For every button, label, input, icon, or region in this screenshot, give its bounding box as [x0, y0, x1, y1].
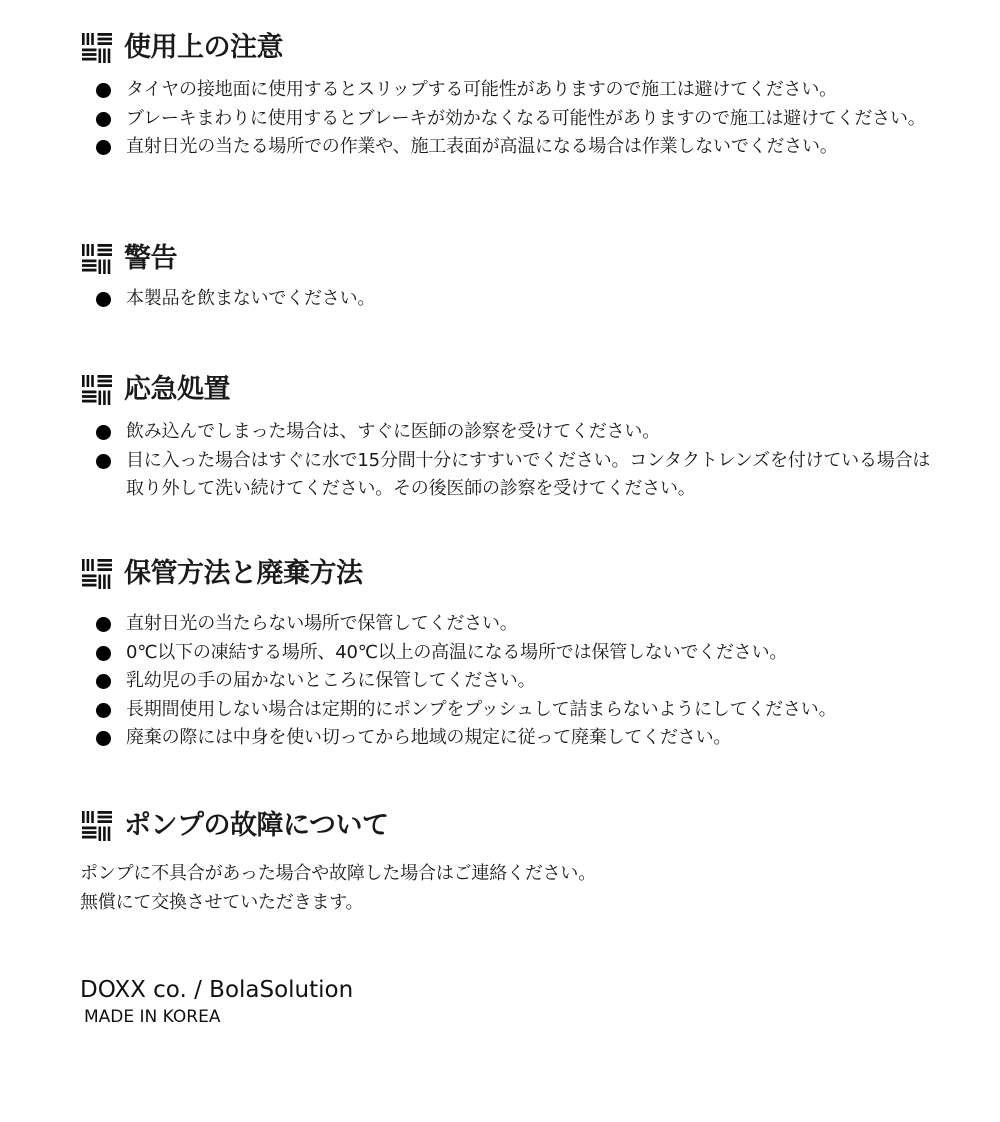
list-item: [80, 418, 941, 447]
section-heading: [80, 372, 920, 408]
list-item: [80, 76, 941, 105]
bullet-icon: [96, 83, 111, 98]
bullet-icon: [96, 140, 111, 155]
pump-notice-line: ポンプに不具合があった場合や故障した場合はご連絡ください。: [80, 863, 597, 884]
section-precautions: [80, 30, 926, 162]
section-heading: [80, 808, 920, 844]
list-item-text: 廃棄の際には中身を使い切ってから地域の規定に従って廃棄してください。: [126, 727, 732, 748]
list-item-text: 本製品を飲まないでください。: [126, 288, 376, 309]
bullet-icon: [96, 425, 111, 440]
section-title: 保管方法と廃棄方法: [124, 558, 363, 589]
list-item: [80, 447, 941, 504]
pump-notice: [80, 860, 920, 917]
bullet-icon: [96, 292, 111, 307]
section-title: ポンプの故障について: [124, 810, 389, 841]
bullet-icon: [96, 112, 111, 127]
bullet-list: [80, 76, 926, 162]
section-pump: [80, 808, 920, 917]
list-item-text: 直射日光の当たらない場所で保管してください。: [126, 613, 518, 634]
list-item-text: 0℃以下の凍結する場所、40℃以上の高温になる場所では保管しないでください。: [126, 641, 788, 663]
list-item-text: 乳幼児の手の届かないところに保管してください。: [126, 670, 536, 691]
section-mark-icon: [80, 557, 114, 591]
section-title: 使用上の注意: [124, 32, 283, 63]
list-item: [80, 724, 941, 753]
bullet-list: [80, 610, 920, 753]
section-heading: [80, 30, 920, 66]
section-warning: [80, 241, 920, 314]
list-item: [80, 667, 941, 696]
list-item: [80, 285, 941, 314]
section-mark-icon: [80, 31, 114, 65]
bullet-icon: [96, 617, 111, 632]
bullet-icon: [96, 674, 111, 689]
country-of-origin: MADE IN KOREA: [84, 1007, 221, 1027]
bullet-icon: [96, 731, 111, 746]
list-item: [80, 133, 941, 162]
list-item-text: 飲み込んでしまった場合は、すぐに医師の診察を受けてください。: [126, 421, 660, 442]
section-storage: [80, 556, 920, 753]
bullet-icon: [96, 454, 111, 469]
section-first-aid: [80, 372, 931, 504]
list-item: [80, 105, 941, 134]
list-item-text: 直射日光の当たる場所での作業や、施工表面が高温になる場合は作業しないでください。: [126, 136, 838, 157]
list-item: [80, 696, 941, 725]
list-item-text: タイヤの接地面に使用するとスリップする可能性がありますので施工は避けてください。: [126, 79, 837, 100]
section-title: 応急処置: [124, 374, 230, 405]
section-mark-icon: [80, 373, 114, 407]
section-heading: [80, 241, 920, 277]
bullet-list: [80, 418, 931, 504]
bullet-list: [80, 285, 920, 314]
brand-name: DOXX co. / BolaSolution: [80, 977, 354, 1003]
section-heading: [80, 556, 920, 592]
list-item: [80, 610, 941, 639]
bullet-icon: [96, 703, 111, 718]
bullet-icon: [96, 646, 111, 661]
pump-notice-line: 無償にて交換させていただきます。: [80, 891, 364, 913]
section-mark-icon: [80, 242, 114, 276]
list-item-text: 長期間使用しない場合は定期的にポンプをプッシュして詰まらないようにしてください。: [126, 698, 837, 720]
section-title: 警告: [124, 243, 177, 274]
section-mark-icon: [80, 809, 114, 843]
list-item-text: 目に入った場合はすぐに水で15分間十分にすすいでください。コンタクトレンズを付けている場合は取り外して洗い続けてください。その後医師の診察を受けてください。: [126, 449, 931, 499]
brand-footer: [80, 975, 353, 1029]
list-item: [80, 639, 941, 668]
list-item-text: ブレーキまわりに使用するとブレーキが効かなくなる可能性がありますので施工は避けてください。: [126, 107, 926, 129]
